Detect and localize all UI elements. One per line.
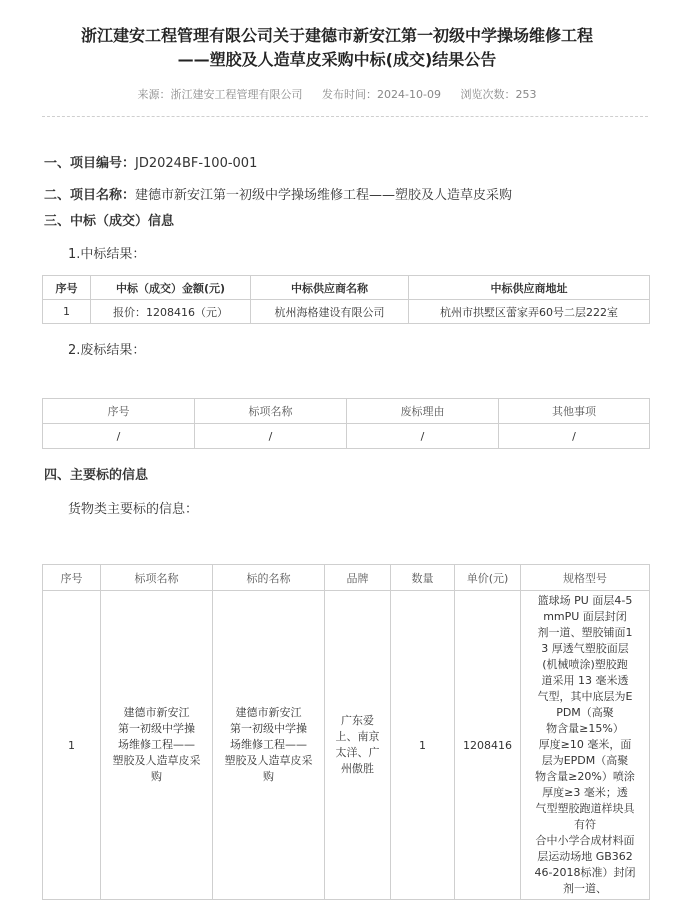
section-main-targets: 四、主要标的信息 (44, 468, 149, 483)
goods-table (42, 564, 650, 900)
source-text: 来源：浙江建安工程管理有限公司 (137, 88, 303, 101)
project-name-value: 建德市新安江第一初级中学操场维修工程——塑胶及人造草皮采购 (135, 188, 513, 203)
publish-date: 发布时间：2024-10-09 (322, 88, 441, 101)
table-cell: / (43, 424, 195, 449)
award-table-header (43, 276, 650, 300)
divider (42, 116, 648, 117)
section-award-info: 三、中标（成交）信息 (44, 214, 175, 229)
header-cell: 中标供应商地址 (409, 276, 650, 300)
table-cell: 报价：1208416（元） (91, 300, 251, 324)
failed-bid-table (42, 398, 650, 449)
table-cell: 杭州海格建设有限公司 (251, 300, 409, 324)
header-cell: 中标（成交）金额(元) (91, 276, 251, 300)
header-cell: 单价(元) (455, 565, 521, 591)
failed-bid-heading: 2.废标结果： (68, 343, 146, 358)
header-cell: 序号 (43, 565, 101, 591)
table-cell: / (499, 424, 650, 449)
meta-info (0, 86, 674, 102)
goods-heading: 货物类主要标的信息： (68, 502, 199, 517)
goods-target-name: 建德市新安江 第一初级中学操 场维修工程—— 塑胶及人造草皮采 购 (213, 591, 325, 900)
goods-price: 1208416 (455, 591, 521, 900)
goods-qty: 1 (391, 591, 455, 900)
header-cell: 中标供应商名称 (251, 276, 409, 300)
header-cell: 其他事项 (499, 399, 650, 424)
table-cell: / (347, 424, 499, 449)
project-number-label: 一、项目编号： (44, 156, 136, 171)
header-cell: 品牌 (325, 565, 391, 591)
title-line-1: 浙江建安工程管理有限公司关于建德市新安江第一初级中学操场维修工程 (80, 26, 593, 45)
header-cell: 标项名称 (101, 565, 213, 591)
header-cell: 序号 (43, 399, 195, 424)
goods-item-name: 建德市新安江 第一初级中学操 场维修工程—— 塑胶及人造草皮采 购 (101, 591, 213, 900)
table-row (43, 424, 650, 449)
table-row (43, 300, 650, 324)
goods-brand: 广东爱 上、南京 太洋、广 州傲胜 (325, 591, 391, 900)
table-row (43, 591, 650, 900)
title-line-2: ——塑胶及人造草皮采购中标(成交)结果公告 (177, 50, 497, 69)
project-name (44, 184, 512, 203)
goods-no: 1 (43, 591, 101, 900)
header-cell: 规格型号 (521, 565, 650, 591)
goods-spec: 篮球场 PU 面层4-5 mmPU 面层封闭 剂一道、塑胶铺面1 3 厚透气塑胶面层 (机械喷涂)塑胶跑 道采用 13 毫米透 气型，其中底层为E PDM（高聚 物含量≥15%） 厚度≥10 毫米，面 层为EPDM（高聚 物含量≥20%）喷涂 厚度≥3 毫米；透 气型塑胶跑道样块具 有符 合中小学合成材料面 层运动场地 GB362 46-2018标准）封闭 剂一道、 (521, 591, 650, 900)
header-cell: 废标理由 (347, 399, 499, 424)
table-cell: 杭州市拱墅区蕾家弄60号二层222室 (409, 300, 650, 324)
header-cell: 数量 (391, 565, 455, 591)
failed-table-header (43, 399, 650, 424)
header-cell: 标项名称 (195, 399, 347, 424)
project-number (44, 152, 257, 171)
goods-table-header (43, 565, 650, 591)
project-number-value: JD2024BF-100-001 (135, 156, 258, 171)
award-result-heading: 1.中标结果： (68, 247, 146, 262)
table-cell: / (195, 424, 347, 449)
header-cell: 标的名称 (213, 565, 325, 591)
header-cell: 序号 (43, 276, 91, 300)
project-name-label: 二、项目名称： (44, 188, 136, 203)
table-cell: 1 (43, 300, 91, 324)
view-count: 浏览次数：253 (460, 88, 537, 101)
award-table (42, 275, 650, 324)
announcement-title (20, 24, 654, 72)
